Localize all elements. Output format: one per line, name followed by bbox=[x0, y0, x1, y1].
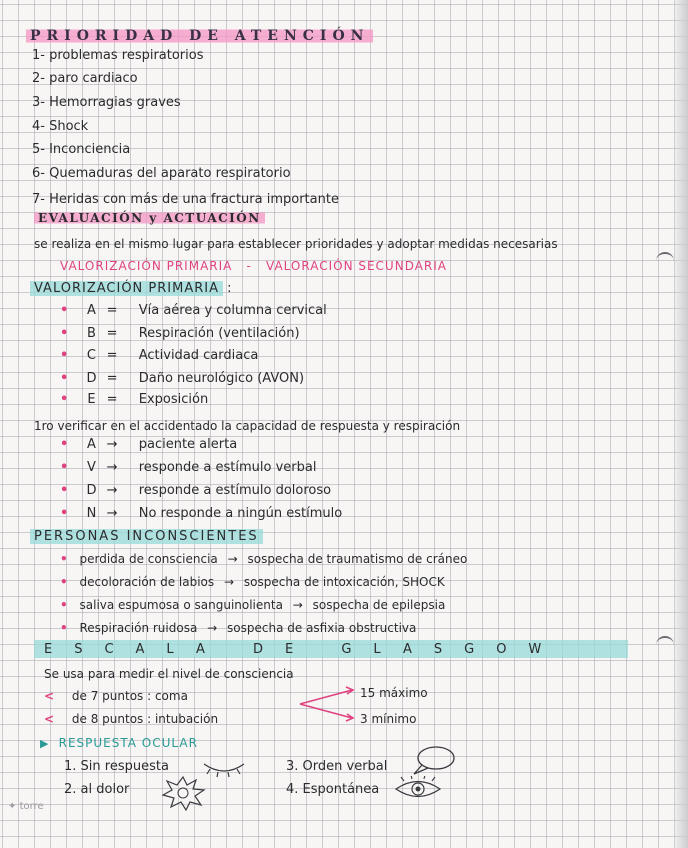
abcde-sep: = bbox=[106, 392, 118, 407]
unconscious-result: sospecha de traumatismo de cráneo bbox=[247, 552, 468, 566]
glasgow-limit bbox=[44, 688, 188, 705]
arrow-right-icon: → bbox=[207, 621, 218, 635]
abcde-text: Daño neurológico (AVON) bbox=[138, 371, 305, 386]
unconscious-cause: saliva espumosa o sanguinolienta bbox=[79, 598, 283, 612]
priority-item: 7- Heridas con más de una fractura importante bbox=[32, 192, 339, 207]
bullet-dot-icon: • bbox=[60, 460, 69, 475]
unconscious-cause: decoloración de labios bbox=[79, 575, 215, 589]
priority-item: 1- problemas respiratorios bbox=[32, 48, 204, 63]
unconscious-heading: PERSONAS INCONSCIENTES bbox=[30, 529, 263, 544]
bullet-dot-icon: • bbox=[60, 437, 69, 452]
avdn-item bbox=[60, 482, 331, 499]
ocular-item: 4. Espontánea bbox=[286, 782, 380, 797]
bullet-dot-icon: • bbox=[60, 326, 69, 341]
avdn-text: responde a estímulo verbal bbox=[138, 460, 317, 475]
unconscious-item bbox=[60, 620, 416, 637]
valoracion-primaria: VALORIZACIÓN PRIMARIA bbox=[60, 259, 233, 273]
ocular-heading-row bbox=[40, 735, 198, 752]
avdn-item bbox=[60, 505, 342, 522]
valoracion-secundaria: VALORACIÓN SECUNDARIA bbox=[266, 259, 448, 273]
binder-hole-bottom bbox=[656, 636, 674, 652]
bullet-dot-icon: • bbox=[60, 552, 68, 566]
abcde-sep: = bbox=[106, 303, 118, 318]
ocular-heading: RESPUESTA OCULAR bbox=[58, 736, 198, 750]
abcde-letter: E bbox=[87, 392, 96, 407]
priority-item: 6- Quemaduras del aparato respiratorio bbox=[32, 166, 291, 181]
abcde-sep: = bbox=[106, 326, 118, 341]
bullet-dot-icon: • bbox=[60, 483, 69, 498]
arrow-right-icon: → bbox=[106, 506, 118, 521]
avdn-text: paciente alerta bbox=[138, 437, 238, 452]
abcde-item bbox=[60, 391, 208, 408]
unconscious-result: sospecha de asfixia obstructiva bbox=[227, 621, 417, 635]
brand-watermark bbox=[8, 801, 44, 812]
evaluation-heading: EVALUACIÓN y ACTUACIÓN bbox=[34, 211, 265, 225]
glasgow-max: 15 máximo bbox=[360, 686, 428, 700]
abcde-item bbox=[60, 325, 300, 342]
abcde-letter: B bbox=[86, 326, 96, 341]
open-eye-icon bbox=[392, 776, 444, 802]
abcde-text: Respiración (ventilación) bbox=[138, 326, 300, 341]
brand-name: torre bbox=[19, 801, 44, 812]
priority-item: 3- Hemorragias graves bbox=[32, 95, 181, 110]
fork-arrow-icon bbox=[296, 684, 358, 724]
priority-item: 5- Inconciencia bbox=[32, 142, 131, 157]
abcde-item bbox=[60, 347, 258, 364]
arrow-right-icon: → bbox=[106, 437, 118, 452]
glasgow-limit-text: de 8 puntos : intubación bbox=[71, 712, 219, 726]
primary-colon: : bbox=[227, 281, 232, 296]
bullet-dot-icon: • bbox=[60, 575, 68, 589]
bullet-dot-icon: • bbox=[60, 598, 68, 612]
ocular-item: 3. Orden verbal bbox=[286, 759, 388, 774]
avdn-item bbox=[60, 436, 237, 453]
primary-heading-row bbox=[30, 280, 232, 297]
glasgow-text: Se usa para medir el nivel de consciencia bbox=[44, 667, 294, 681]
abcde-item bbox=[60, 302, 327, 319]
avdn-letter: A bbox=[87, 437, 96, 452]
abcde-sep: = bbox=[106, 348, 118, 363]
page-title: PRIORIDAD DE ATENCIÓN bbox=[26, 28, 373, 44]
bullet-dot-icon: • bbox=[60, 621, 68, 635]
valoraciones-row bbox=[60, 258, 447, 275]
unconscious-cause: Respiración ruidosa bbox=[79, 621, 198, 635]
abcde-letter: A bbox=[87, 303, 96, 318]
less-than-icon: < bbox=[44, 712, 55, 726]
unconscious-item bbox=[60, 551, 467, 568]
unconscious-heading-row bbox=[30, 528, 263, 545]
ocular-item: 1. Sin respuesta bbox=[64, 759, 169, 774]
bullet-dot-icon: • bbox=[60, 392, 69, 407]
priority-item: 2- paro cardiaco bbox=[32, 71, 138, 86]
less-than-icon: < bbox=[44, 689, 55, 703]
closed-eye-icon bbox=[200, 756, 248, 778]
arrow-right-icon: → bbox=[227, 552, 238, 566]
avdn-item bbox=[60, 459, 316, 476]
abcde-text: Actividad cardiaca bbox=[138, 348, 259, 363]
glasgow-limit-text: de 7 puntos : coma bbox=[71, 689, 188, 703]
valoracion-dash: - bbox=[246, 259, 252, 273]
title-row bbox=[26, 28, 373, 45]
unconscious-item bbox=[60, 597, 445, 614]
bullet-dot-icon: • bbox=[60, 371, 69, 386]
ocular-item: 2. al dolor bbox=[64, 782, 130, 797]
avdn-text: No responde a ningún estímulo bbox=[138, 506, 343, 521]
glasgow-limit bbox=[44, 711, 218, 728]
verify-text: 1ro verificar en el accidentado la capacidad de respuesta y respiración bbox=[34, 419, 461, 433]
priority-item: 4- Shock bbox=[32, 119, 89, 134]
binder-hole-top bbox=[656, 252, 674, 268]
avdn-letter: N bbox=[86, 506, 97, 521]
arrow-right-icon: → bbox=[292, 598, 303, 612]
page-edge bbox=[674, 0, 688, 848]
abcde-letter: C bbox=[86, 348, 96, 363]
avdn-letter: D bbox=[86, 483, 97, 498]
abcde-text: Exposición bbox=[138, 392, 209, 407]
evaluation-heading-row bbox=[34, 210, 265, 227]
primary-heading: VALORIZACIÓN PRIMARIA bbox=[30, 281, 223, 296]
glasgow-heading: ESCALA DE GLASGOW bbox=[44, 642, 564, 657]
bullet-dot-icon: • bbox=[60, 506, 69, 521]
pain-star-icon bbox=[160, 775, 206, 811]
abcde-text: Vía aérea y columna cervical bbox=[138, 303, 327, 318]
speech-bubble-icon bbox=[408, 744, 458, 778]
bullet-dot-icon: • bbox=[60, 348, 69, 363]
unconscious-result: sospecha de intoxicación, SHOCK bbox=[243, 575, 445, 589]
unconscious-item bbox=[60, 574, 445, 591]
abcde-letter: D bbox=[86, 371, 97, 386]
unconscious-cause: perdida de consciencia bbox=[79, 552, 218, 566]
bullet-dot-icon: • bbox=[60, 303, 69, 318]
glasgow-min: 3 mínimo bbox=[360, 712, 417, 726]
unconscious-result: sospecha de epilepsia bbox=[312, 598, 446, 612]
abcde-sep: = bbox=[106, 371, 118, 386]
arrow-right-icon: → bbox=[106, 483, 118, 498]
avdn-text: responde a estímulo doloroso bbox=[138, 483, 332, 498]
arrow-right-icon: → bbox=[223, 575, 235, 589]
evaluation-text: se realiza en el mismo lugar para establecer prioridades y adoptar medidas necesarias bbox=[34, 237, 558, 251]
abcde-item bbox=[60, 370, 304, 387]
avdn-letter: V bbox=[87, 460, 96, 475]
arrow-right-icon: → bbox=[106, 460, 118, 475]
triangle-bullet-icon: ▶ bbox=[40, 737, 49, 750]
brand-logo-icon: ✦ bbox=[8, 801, 17, 812]
